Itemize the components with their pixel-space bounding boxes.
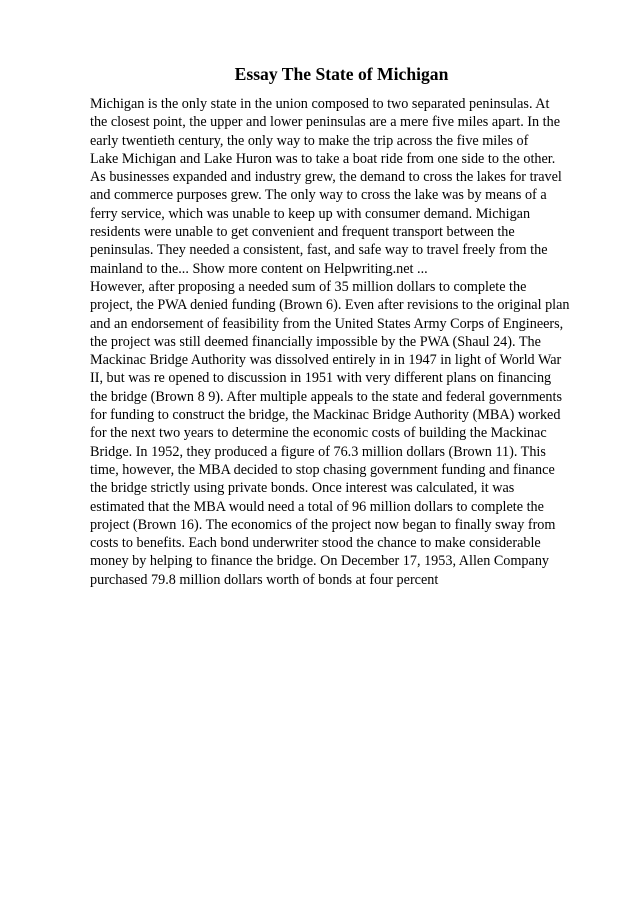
text-line: the bridge strictly using private bonds. Once interest was calculated, it was: [90, 480, 515, 497]
document-title: Essay The State of Michigan: [234, 64, 449, 84]
text-line: for the next two years to determine the economic costs of building the Mackinac: [90, 425, 547, 442]
text-line: As businesses expanded and industry grew, the demand to cross the lakes for travel: [90, 169, 562, 186]
text-line: Mackinac Bridge Authority was dissolved entirely in in 1947 in light of World War: [90, 352, 562, 369]
text-line: Lake Michigan and Lake Huron was to take a boat ride from one side to the other.: [90, 150, 556, 167]
text-line: residents were unable to get convenient and frequent transport between the: [90, 224, 515, 241]
text-line: peninsulas. They needed a consistent, fast, and safe way to travel freely from the: [90, 242, 548, 259]
text-line: costs to benefits. Each bond underwriter stood the chance to make considerable: [90, 535, 541, 552]
text-line: estimated that the MBA would need a total of 96 million dollars to complete the: [90, 498, 544, 515]
text-line: and an endorsement of feasibility from the United States Army Corps of Engineers,: [90, 315, 564, 332]
text-line: II, but was re opened to discussion in 1951 with very different plans on financing: [90, 370, 552, 387]
document-body: [90, 95, 590, 589]
text-line: Michigan is the only state in the union composed to two separated peninsulas. At: [90, 96, 550, 112]
text-line: ferry service, which was unable to keep up with consumer demand. Michigan: [90, 205, 531, 222]
text-line: time, however, the MBA decided to stop chasing government funding and finance: [90, 461, 555, 478]
text-line: project, the PWA denied funding (Brown 6). Even after revisions to the original plan: [90, 297, 570, 314]
text-line: early twentieth century, the only way to make the trip across the five miles of: [90, 132, 529, 149]
text-line: project (Brown 16). The economics of the project now began to finally sway from: [90, 516, 556, 533]
text-line: money by helping to finance the bridge. On December 17, 1953, Allen Company: [90, 553, 550, 570]
text-line: the project was still deemed financially impossible by the PWA (Shaul 24). The: [90, 333, 541, 350]
text-line: for funding to construct the bridge, the Mackinac Bridge Authority (MBA) worked: [90, 407, 561, 424]
text-line: and commerce purposes grew. The only way to cross the lake was by means of a: [90, 187, 547, 204]
text-line: the closest point, the upper and lower peninsulas are a mere five miles apart. In the: [90, 114, 560, 131]
text-line: the bridge (Brown 8 9). After multiple appeals to the state and federal governments: [90, 388, 562, 405]
text-line: mainland to the... Show more content on Helpwriting.net ...: [90, 260, 428, 277]
text-line: purchased 79.8 million dollars worth of bonds at four percent: [90, 571, 439, 588]
text-line: Bridge. In 1952, they produced a figure of 76.3 million dollars (Brown 11). This: [90, 443, 546, 460]
text-line: However, after proposing a needed sum of 35 million dollars to complete the: [90, 278, 527, 295]
